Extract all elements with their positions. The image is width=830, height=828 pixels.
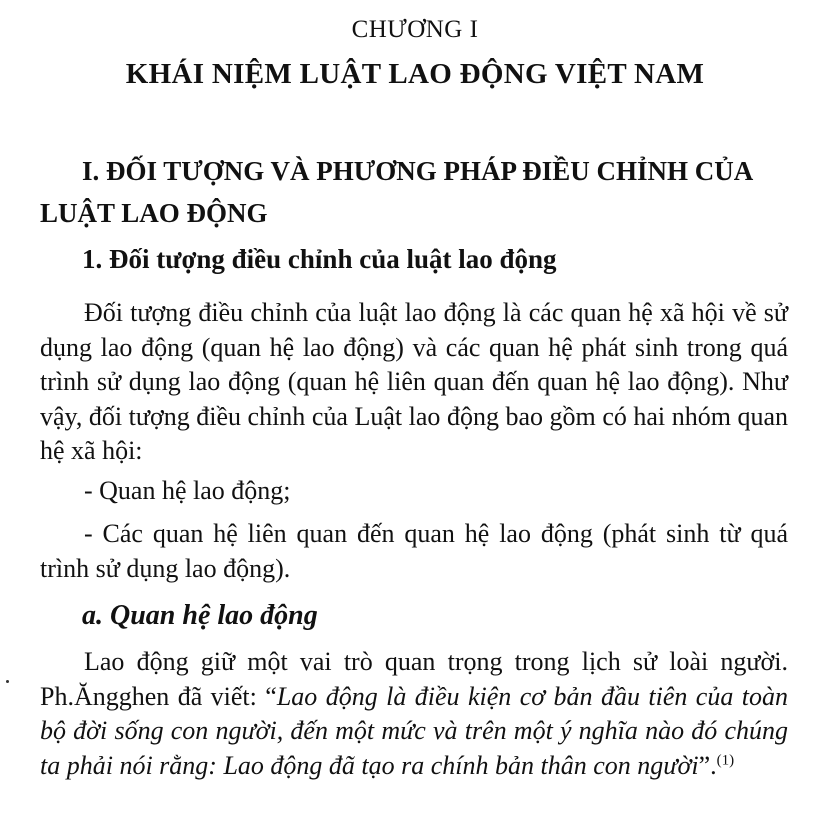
subsubsection-heading: a. Quan hệ lao động [82, 600, 318, 631]
subsection-heading: 1. Đối tượng điều chỉnh của luật lao động [82, 244, 557, 274]
quote-close-text: ”. [698, 750, 717, 780]
bullet-item-labor-relation: - Quan hệ lao động; [84, 476, 291, 505]
bullet-item-related-relations: - Các quan hệ liên quan đến quan hệ lao động (phát sinh từ quá trình sử dụng lao động). [40, 519, 788, 583]
section-heading: I. ĐỐI TƯỢNG VÀ PHƯƠNG PHÁP ĐIỀU CHỈNH CỦA LUẬT LAO ĐỘNG [40, 156, 752, 228]
paragraph-intro-text: Lao động giữ một vai trò quan trọng trong lịch sử loài người. Ph.Ăngghen đã viết: “ [40, 647, 788, 711]
paragraph-labor-role [40, 645, 788, 783]
paragraph-object-of-regulation: Đối tượng điều chỉnh của luật lao động là các quan hệ xã hội về sử dụng lao động (quan hệ lao động) và các quan hệ phát sinh trong quá trình sử dụng lao động (quan hệ liên quan đến quan hệ lao động). Như vậy, đối tượng điều chỉnh của Luật lao động bao gồm có hai nhóm quan hệ xã hội: [40, 298, 788, 465]
engels-quote: Lao động là điều kiện cơ bản đầu tiên của toàn bộ đời sống con người, đến một mức và trên một ý nghĩa nào đó chúng ta phải nói rằng: Lao động đã tạo ra chính bản thân con người [40, 681, 788, 780]
scan-speck [6, 680, 9, 683]
footnote-ref: (1) [716, 751, 735, 768]
chapter-label: CHƯƠNG I [351, 16, 479, 43]
chapter-title: KHÁI NIỆM LUẬT LAO ĐỘNG VIỆT NAM [125, 58, 705, 90]
